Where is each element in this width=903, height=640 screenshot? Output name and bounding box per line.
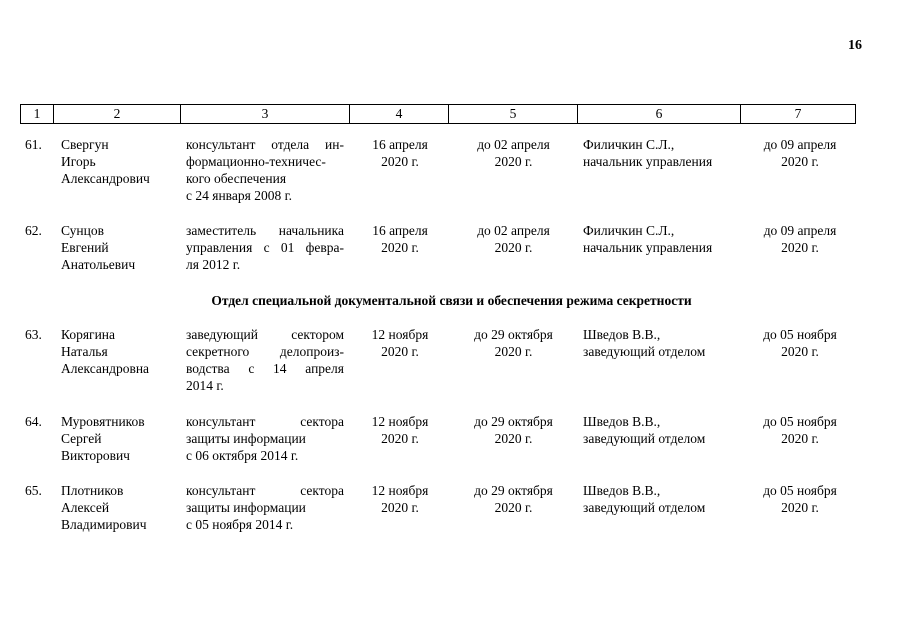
employee-name: Сунцов Евгений Анатольевич (61, 223, 136, 272)
table-header (20, 104, 856, 124)
date-final: до 09 апреля 2020 г. (763, 137, 837, 169)
row-number: 65. (25, 483, 42, 498)
row-number: 62. (25, 223, 42, 238)
date-from: 16 апреля 2020 г. (372, 223, 428, 255)
date-until: до 29 октября 2020 г. (474, 414, 553, 446)
header-col-4: 4 (350, 105, 449, 123)
date-final: до 05 ноября 2020 г. (763, 414, 837, 446)
date-until: до 02 апреля 2020 г. (477, 137, 550, 169)
date-until: до 29 октября 2020 г. (474, 327, 553, 359)
header-col-1: 1 (21, 105, 54, 123)
page-number: 16 (848, 38, 862, 53)
responsible-person: Шведов В.В., заведующий отделом (583, 483, 706, 515)
header-col-5: 5 (449, 105, 578, 123)
employee-name: Муровятников Сергей Викторович (61, 414, 145, 463)
employee-position: консультант отдела ин- формационно-техничес- кого обеспечения с 24 января 2008 г. (186, 137, 344, 203)
header-col-7: 7 (794, 106, 802, 121)
date-from: 16 апреля 2020 г. (372, 137, 428, 169)
employee-position: заведующий сектором секретного делопроиз- водства с 14 апреля 2014 г. (186, 327, 344, 393)
row-number: 64. (25, 414, 42, 429)
employee-name: Корягина Наталья Александровна (61, 327, 150, 376)
date-final: до 05 ноября 2020 г. (763, 483, 837, 515)
header-col-6: 6 (578, 105, 741, 123)
employee-position: консультант сектора защиты информации с 06 октября 2014 г. (186, 414, 344, 463)
responsible-person: Шведов В.В., заведующий отделом (583, 327, 706, 359)
date-final: до 05 ноября 2020 г. (763, 327, 837, 359)
header-col-2: 2 (54, 105, 181, 123)
date-from: 12 ноября 2020 г. (371, 414, 429, 446)
department-heading: Отдел специальной документальной связи и обеспечения режима секретности (211, 293, 692, 308)
employee-name: Плотников Алексей Владимирович (61, 483, 147, 532)
responsible-person: Филичкин С.Л., начальник управления (583, 223, 713, 255)
date-until: до 02 апреля 2020 г. (477, 223, 550, 255)
employee-position: заместитель начальника управления с 01 февра- ля 2012 г. (186, 223, 344, 272)
employee-position: консультант сектора защиты информации с 05 ноября 2014 г. (186, 483, 344, 532)
responsible-person: Филичкин С.Л., начальник управления (583, 137, 713, 169)
responsible-person: Шведов В.В., заведующий отделом (583, 414, 706, 446)
header-col-3: 3 (181, 105, 350, 123)
row-number: 63. (25, 327, 42, 342)
date-until: до 29 октября 2020 г. (474, 483, 553, 515)
date-from: 12 ноября 2020 г. (371, 483, 429, 515)
date-final: до 09 апреля 2020 г. (763, 223, 837, 255)
date-from: 12 ноября 2020 г. (371, 327, 429, 359)
row-number: 61. (25, 137, 42, 152)
employee-name: Свергун Игорь Александрович (61, 137, 150, 186)
